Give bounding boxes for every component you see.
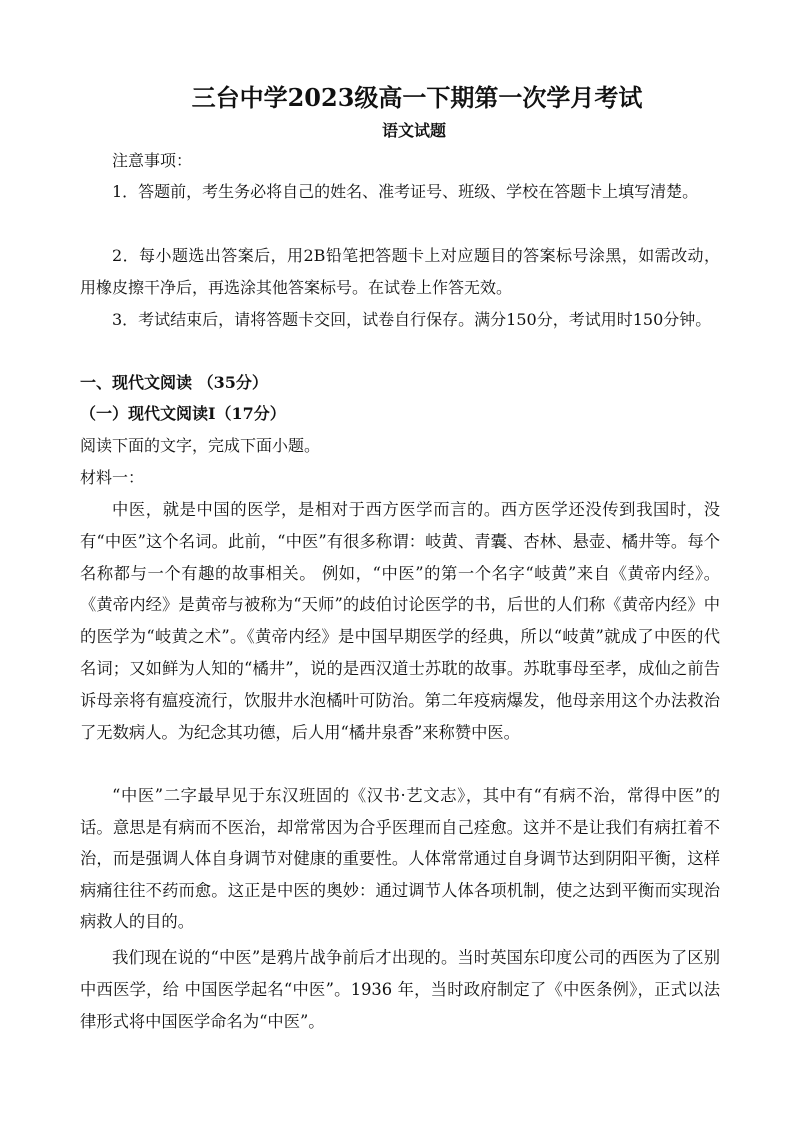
material-label: 材料一：: [80, 468, 145, 487]
note-item-3: 3．考试结束后，请将答题卡交回，试卷自行保存。满分150分，考试用时150分钟。: [112, 310, 712, 329]
note-item-2: 2．每小题选出答案后，用2B铅笔把答题卡上对应题目的答案标号涂黑，如需改动，用橡皮擦干净后，再选涂其他答案标号。在试卷上作答无效。: [80, 246, 720, 297]
section-subheading: （一）现代文阅读Ⅰ（17分）: [80, 404, 286, 423]
exam-subtitle: 语文试题: [381, 121, 446, 140]
section-heading: 一、现代文阅读 （35分）: [80, 373, 268, 392]
material-paragraph-3: 我们现在说的“中医”是鸦片战争前后才出现的。当时英国东印度公司的西医为了区别中西医学，给 中国医学起名“中医”。1936 年，当时政府制定了《中医条例》，正式以法律形式将中国医学命名为“中医”。: [80, 948, 720, 1031]
reading-instruction: 阅读下面的文字，完成下面小题。: [80, 436, 321, 455]
material-paragraph-2: “中医”二字最早见于东汉班固的《汉书·艺文志》，其中有“有病不治，常得中医”的话。意思是有病而不医治，却常常因为合乎医理而自己痊愈。这并不是让我们有病扛着不治，而是强调人体自身调节对健康的重要性。人体常常通过自身调节达到阴阳平衡，这样病痛往往不药而愈。这正是中医的奥妙：通过调节人体各项机制，使之达到平衡而实现治病救人的目的。: [80, 786, 720, 931]
material-paragraph-1: 中医，就是中国的医学，是相对于西方医学而言的。西方医学还没传到我国时，没有“中医”这个名词。此前，“中医”有很多称谓：岐黄、青囊、杏林、悬壶、橘井等。每个名称都与一个有趣的故事相关。 例如，“中医”的第一个名字“岐黄”来自《黄帝内经》。《黄帝内经》是黄帝与被称为“天师”的歧伯讨论医学的书，后世的人们称《黄帝内经》中的医学为“岐黄之术”。《黄帝内经》是中国早期医学的经典，所以“岐黄”就成了中医的代名词；又如鲜为人知的“橘井”，说的是西汉道士苏耽的故事。苏耽事母至孝，成仙之前告诉母亲将有瘟疫流行，饮服井水泡橘叶可防治。第二年疫病爆发，他母亲用这个办法救治了无数病人。为纪念其功德，后人用“橘井泉香”来称赞中医。: [80, 500, 720, 742]
note-item-1: 1．答题前，考生务必将自己的姓名、准考证号、班级、学校在答题卡上填写清楚。: [112, 182, 699, 201]
exam-title: 三台中学2023级高一下期第一次学月考试: [191, 83, 643, 112]
notes-heading: 注意事项：: [112, 151, 193, 170]
